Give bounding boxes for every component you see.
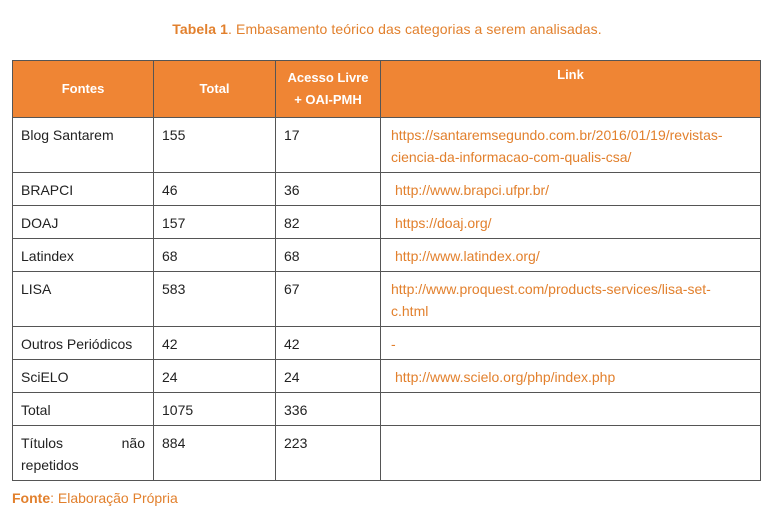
table-row: [13, 173, 761, 206]
cell-total: 884: [154, 426, 276, 481]
header-fontes: Fontes: [13, 61, 154, 118]
cell-fonte: [13, 426, 154, 481]
table-row: [13, 327, 761, 360]
cell-link[interactable]: https://doaj.org/: [381, 206, 761, 239]
cell-total: 583: [154, 272, 276, 327]
table-caption: [0, 21, 774, 37]
cell-total: 155: [154, 118, 276, 173]
cell-total: 42: [154, 327, 276, 360]
table-row: [13, 118, 761, 173]
cell-acesso: 223: [276, 426, 381, 481]
link-line2[interactable]: c.html: [391, 303, 429, 319]
cell-acesso: 336: [276, 393, 381, 426]
cell-fonte: SciELO: [13, 360, 154, 393]
cell-acesso: 36: [276, 173, 381, 206]
cell-fonte: DOAJ: [13, 206, 154, 239]
header-acesso-line2: + OAI-PMH: [294, 92, 362, 107]
cell-link[interactable]: [381, 118, 761, 173]
sources-table: [12, 60, 761, 481]
cell-total: 1075: [154, 393, 276, 426]
cell-total: 68: [154, 239, 276, 272]
cell-total: 46: [154, 173, 276, 206]
cell-acesso: 42: [276, 327, 381, 360]
cell-link: -: [381, 327, 761, 360]
cell-acesso: 17: [276, 118, 381, 173]
cell-total: 157: [154, 206, 276, 239]
fonte-line2: repetidos: [21, 457, 79, 473]
table-row: [13, 360, 761, 393]
table-row: [13, 272, 761, 327]
cell-fonte: Blog Santarem: [13, 118, 154, 173]
source-label: Fonte: [12, 490, 51, 506]
cell-link[interactable]: http://www.brapci.ufpr.br/: [381, 173, 761, 206]
source-text: : Elaboração Própria: [50, 490, 178, 506]
cell-link[interactable]: http://www.scielo.org/php/index.php: [381, 360, 761, 393]
caption-label: Tabela 1: [172, 21, 229, 37]
cell-acesso: 68: [276, 239, 381, 272]
cell-link[interactable]: http://www.latindex.org/: [381, 239, 761, 272]
cell-acesso: 82: [276, 206, 381, 239]
fonte-word2: não: [121, 435, 145, 451]
fonte-line1: [21, 432, 145, 454]
header-total: Total: [154, 61, 276, 118]
cell-fonte: Outros Periódicos: [13, 327, 154, 360]
header-acesso-line1: Acesso Livre: [287, 70, 369, 85]
table-row: [13, 426, 761, 481]
cell-link: [381, 426, 761, 481]
cell-fonte: BRAPCI: [13, 173, 154, 206]
cell-acesso: 24: [276, 360, 381, 393]
table-row: [13, 239, 761, 272]
cell-link[interactable]: [381, 272, 761, 327]
table-row: [13, 206, 761, 239]
header-link: Link: [381, 61, 761, 118]
header-row: [13, 61, 761, 118]
link-line2[interactable]: ciencia-da-informacao-com-qualis-csa/: [391, 149, 632, 165]
cell-total: 24: [154, 360, 276, 393]
cell-fonte: Latindex: [13, 239, 154, 272]
header-acesso-livre: [276, 61, 381, 118]
cell-link: [381, 393, 761, 426]
cell-fonte: LISA: [13, 272, 154, 327]
caption-text: . Embasamento teórico das categorias a serem analisadas.: [228, 21, 602, 37]
table-row-total: [13, 393, 761, 426]
link-line1[interactable]: https://santaremsegundo.com.br/2016/01/19/revistas-: [391, 127, 723, 143]
cell-acesso: 67: [276, 272, 381, 327]
link-line1[interactable]: http://www.proquest.com/products-services/lisa-set-: [391, 281, 711, 297]
source-note: [12, 490, 178, 506]
cell-fonte: Total: [13, 393, 154, 426]
fonte-word1: Títulos: [21, 435, 64, 451]
